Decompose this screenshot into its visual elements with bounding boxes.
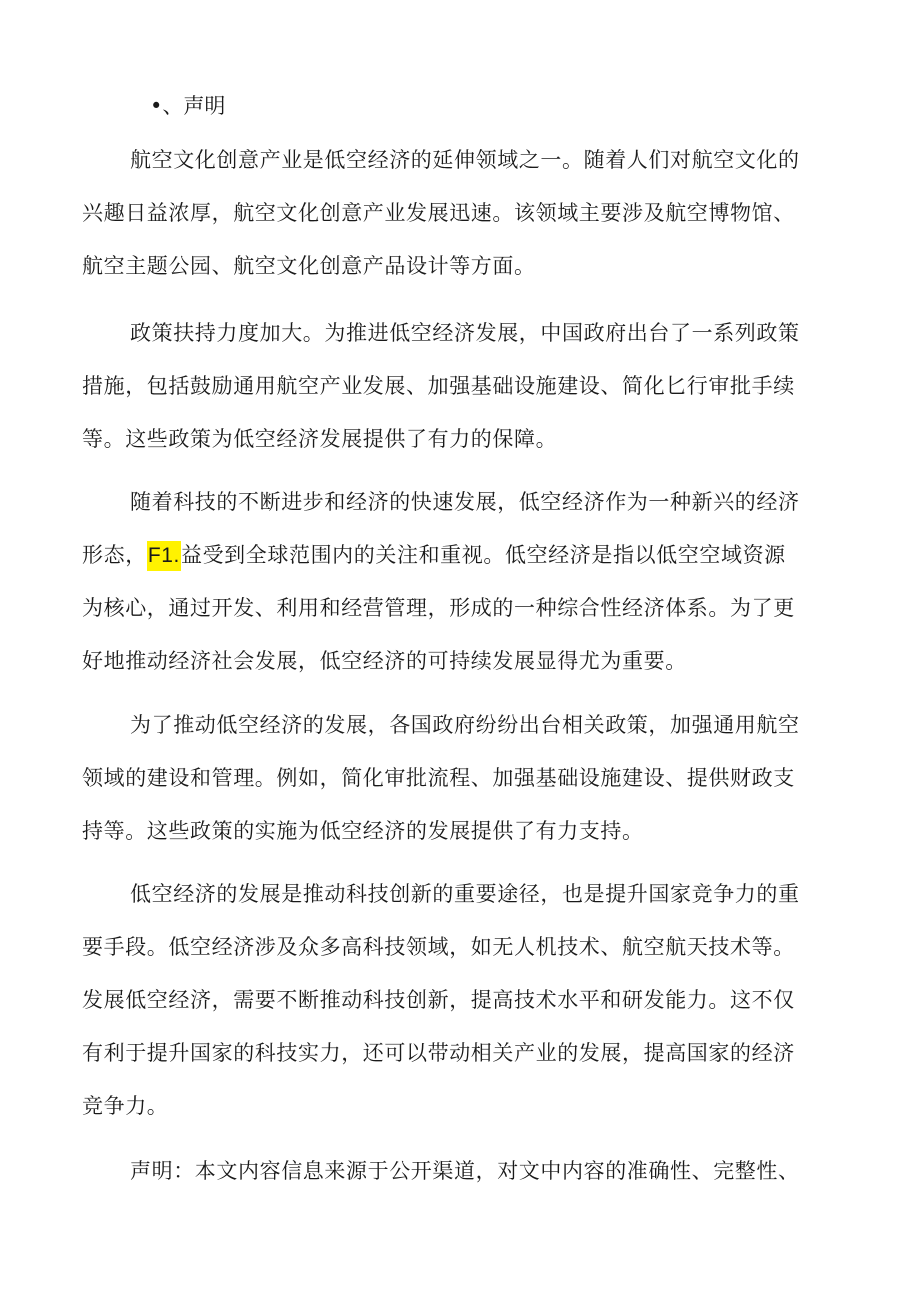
text-line-start: 形态， [82, 543, 147, 567]
paragraph-government-policy [82, 707, 842, 866]
text-line: 发展低空经济，需要不断推动科技创新，提高技术水平和研发能力。这不仅 [82, 988, 795, 1012]
text-line-rest: 益受到全球范围内的关注和重视。低空经济是指以低空空域资源 [180, 543, 786, 567]
text-line: 低空经济的发展是推动科技创新的重要途径，也是提升国家竞争力的重 [130, 882, 800, 906]
text-line: 政策扶持力度加大。为推进低空经济发展，中国政府出台了一系列政策 [130, 321, 800, 345]
section-heading: •、声明 [150, 94, 226, 118]
text-line: 领域的建设和管理。例如，简化审批流程、加强基础设施建设、提供财政支 [82, 766, 795, 790]
text-line: 要手段。低空经济涉及众多高科技领域，如无人机技术、航空航天技术等。 [82, 935, 795, 959]
text-line: 兴趣日益浓厚，航空文化创意产业发展迅速。该领域主要涉及航空博物馆、 [82, 201, 795, 225]
highlighted-text: F1. [147, 541, 181, 571]
paragraph-innovation [82, 876, 842, 1141]
text-line: 随着科技的不断进步和经济的快速发展，低空经济作为一种新兴的经济 [130, 490, 800, 514]
text-line: 航空文化创意产业是低空经济的延伸领域之一。随着人们对航空文化的 [130, 148, 800, 172]
text-line: 声明：本文内容信息来源于公开渠道，对文中内容的准确性、完整性、 [130, 1159, 800, 1183]
text-line: 有利于提升国家的科技实力，还可以带动相关产业的发展，提高国家的经济 [82, 1041, 795, 1065]
text-line: 等。这些政策为低空经济发展提供了有力的保障。 [82, 427, 558, 451]
paragraph-aviation-culture [82, 142, 842, 301]
text-line: 竞争力。 [82, 1094, 169, 1118]
text-line: 持等。这些政策的实施为低空经济的发展提供了有力支持。 [82, 819, 644, 843]
paragraph-disclaimer [82, 1153, 842, 1206]
paragraph-policy-support [82, 315, 842, 474]
text-line: 措施，包括鼓励通用航空产业发展、加强基础设施建设、简化匕行审批手续 [82, 374, 795, 398]
text-line: 好地推动经济社会发展，低空经济的可持续发展显得尤为重要。 [82, 649, 687, 673]
text-line [82, 537, 842, 590]
text-line: 为核心，通过开发、利用和经营管理，形成的一种综合性经济体系。为了更 [82, 596, 795, 620]
paragraph-tech-development [82, 484, 842, 696]
text-line: 为了推动低空经济的发展，各国政府纷纷出台相关政策，加强通用航空 [130, 713, 800, 737]
text-line: 航空主题公园、航空文化创意产品设计等方面。 [82, 254, 536, 278]
